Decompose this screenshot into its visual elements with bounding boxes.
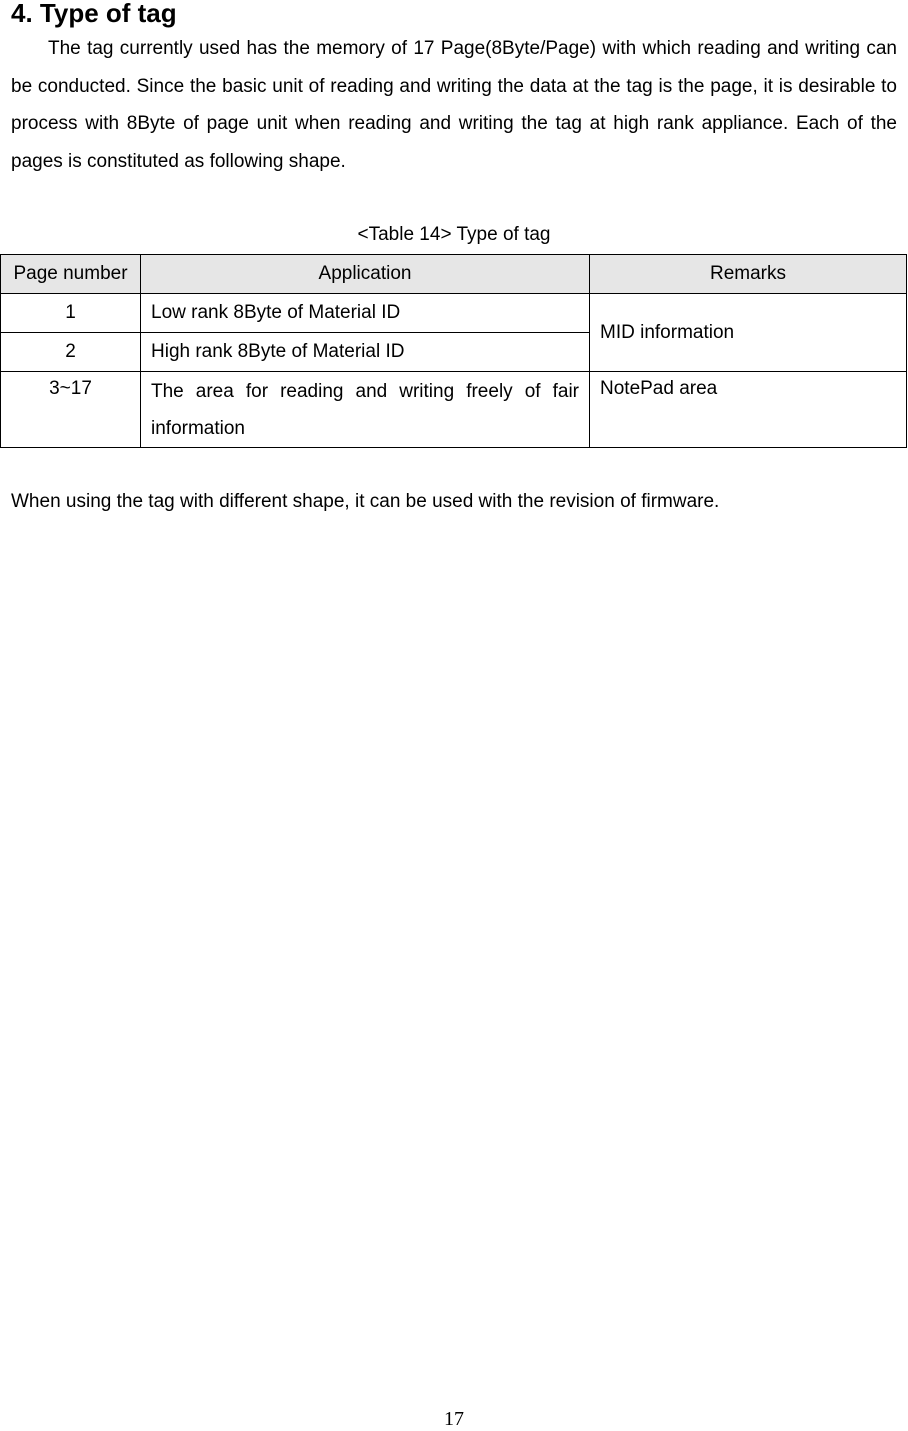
tag-type-table (0, 254, 907, 448)
header-page-number: Page number (1, 255, 141, 294)
table-header-row (1, 255, 907, 294)
cell-application: Low rank 8Byte of Material ID (141, 294, 590, 333)
header-application: Application (141, 255, 590, 294)
page-number: 17 (444, 1408, 464, 1430)
cell-page-number: 2 (1, 333, 141, 372)
cell-page-number: 3~17 (1, 372, 141, 448)
cell-remarks: NotePad area (590, 372, 907, 448)
table-row (1, 294, 907, 333)
cell-page-number: 1 (1, 294, 141, 333)
header-remarks: Remarks (590, 255, 907, 294)
table-row (1, 372, 907, 448)
cell-application: High rank 8Byte of Material ID (141, 333, 590, 372)
cell-application: The area for reading and writing freely of fair information (141, 372, 590, 448)
table-caption: <Table 14> Type of tag (357, 224, 551, 245)
cell-remarks: MID information (590, 294, 907, 372)
firmware-note: When using the tag with different shape, it can be used with the revision of firmware. (11, 491, 720, 512)
intro-paragraph: The tag currently used has the memory of 17 Page(8Byte/Page) with which reading and writing can be conducted. Since the basic unit of reading and writing the data at the tag is the page, it is desirable to process with 8Byte of page unit when reading and writing the tag at high rank appliance. Each of the pages is constituted as following shape. (11, 38, 897, 172)
section-heading: 4. Type of tag (11, 0, 177, 28)
